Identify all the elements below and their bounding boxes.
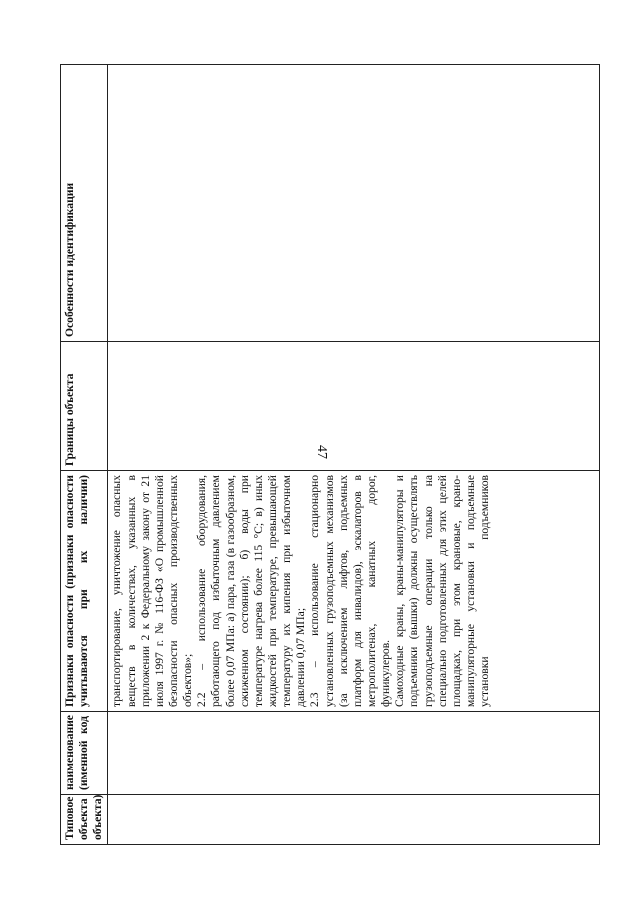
page-number: 47 — [314, 445, 329, 459]
header-object-name: наименование (именной код — [61, 712, 108, 795]
rotated-page-content — [60, 65, 600, 845]
header-hazard-signs: Признаки опасности (признаки опасности учитываются при их наличии) — [61, 471, 108, 712]
table-row — [108, 65, 600, 845]
header-object-type: Типовое объекта объекта) — [61, 795, 108, 845]
hazard-paragraph-4: Самоходные краны, краны-манипуляторы и подъемники (вышки) должны осуществлять грузоподъемные операции только на специально подготовленных для этих целей площадках, при этом крановые, крано-манипуляторные установки и подъемные установки подъемников — [393, 475, 492, 707]
hazard-paragraph-2: 2.2 – использование оборудования, работающего под избыточным давлением более 0,07 МПа: а) пара, газа (в газообразном, сжиженном состоянии); б) воды при температуре нагрева более 115 °С; в) иных жидкостей при температуре, превышающей температуру их кипения при избыточном давлении 0,07 МПа; — [195, 475, 308, 707]
hazard-paragraph-1: транспортирование, уничтожение опасных веществ в количествах, указанных в приложении 2 к Федеральному закону от 21 июля 1997 г. № 116-ФЗ «О промышленной безопасности опасных производственных объектов»; — [110, 475, 195, 707]
cell-identification-features — [108, 65, 600, 342]
cell-object-name — [108, 712, 600, 795]
header-object-boundaries: Границы объекта — [61, 342, 108, 471]
hazard-paragraph-3: 2.3 – использование стационарно установленных грузоподъемных механизмов (за исключением лифтов, подъемных платформ для инвалидов), эскалаторов в метрополитенах, канатных дорог, фуникулеров. — [308, 475, 393, 707]
cell-object-boundaries — [108, 342, 600, 471]
table-header-row — [61, 65, 108, 845]
identification-table — [60, 64, 600, 845]
cell-object-type — [108, 795, 600, 845]
header-identification-features: Особенности идентификации — [61, 65, 108, 342]
cell-hazard-signs — [108, 471, 600, 712]
